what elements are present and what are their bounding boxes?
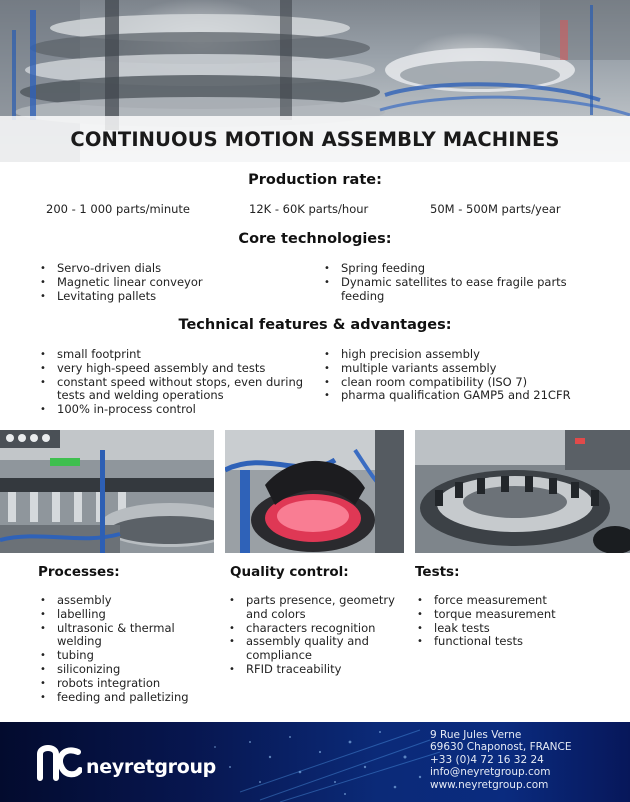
list-item: • labelling xyxy=(38,608,216,622)
list-item: • leak tests xyxy=(415,622,615,636)
list-item: • Servo-driven dials xyxy=(38,262,298,276)
list-item: • constant speed without stops, even during tests and welding operations xyxy=(38,376,306,404)
contact-website[interactable]: www.neyretgroup.com xyxy=(430,778,549,791)
neyret-logo-icon xyxy=(36,744,82,782)
list-item: • force measurement xyxy=(415,594,615,608)
processes-list xyxy=(38,594,216,704)
list-item: • high precision assembly xyxy=(322,348,612,362)
tests-heading: Tests: xyxy=(415,564,460,580)
list-item: • siliconizing xyxy=(38,663,216,677)
list-item: • Dynamic satellites to ease fragile parts feeding xyxy=(322,276,597,304)
quality-control-list xyxy=(227,594,395,677)
assembly-line-photo xyxy=(0,430,214,553)
list-item: • Levitating pallets xyxy=(38,290,298,304)
core-technologies-left-list xyxy=(38,262,298,303)
rate-per-hour: 12K - 60K parts/hour xyxy=(249,202,369,216)
list-item: • Magnetic linear conveyor xyxy=(38,276,298,290)
heating-station-photo xyxy=(225,430,404,553)
list-item: • Spring feeding xyxy=(322,262,597,276)
list-item: • clean room compatibility (ISO 7) xyxy=(322,376,612,390)
list-item: • multiple variants assembly xyxy=(322,362,612,376)
core-technologies-right-list xyxy=(322,262,597,303)
contact-email[interactable]: info@neyretgroup.com xyxy=(430,766,551,779)
rate-per-year: 50M - 500M parts/year xyxy=(430,202,561,216)
title-band xyxy=(0,116,630,162)
header-machine-photo xyxy=(0,0,630,162)
page-title: CONTINUOUS MOTION ASSEMBLY MACHINES xyxy=(70,127,560,151)
rate-per-minute: 200 - 1 000 parts/minute xyxy=(46,202,190,216)
contact-phone: +33 (0)4 72 16 32 24 xyxy=(430,753,544,766)
list-item: • torque measurement xyxy=(415,608,615,622)
technical-features-right-list xyxy=(322,348,612,403)
list-item: • RFID traceability xyxy=(227,663,395,677)
address-city: 69630 Chaponost, FRANCE xyxy=(430,741,572,754)
list-item: • parts presence, geometry and colors xyxy=(227,594,395,622)
core-technologies-heading: Core technologies: xyxy=(238,231,392,247)
list-item: • assembly quality and compliance xyxy=(227,635,395,663)
list-item: • characters recognition xyxy=(227,622,395,636)
company-address xyxy=(430,729,572,791)
quality-control-heading: Quality control: xyxy=(230,564,349,580)
list-item: • very high-speed assembly and tests xyxy=(38,362,306,376)
company-logo-text: neyretgroup xyxy=(86,756,216,778)
technical-features-heading: Technical features & advantages: xyxy=(178,317,452,333)
list-item: • tubing xyxy=(38,649,216,663)
list-item: • functional tests xyxy=(415,635,615,649)
list-item: • assembly xyxy=(38,594,216,608)
technical-features-left-list xyxy=(38,348,306,417)
processes-heading: Processes: xyxy=(38,564,120,580)
list-item: • 100% in-process control xyxy=(38,403,306,417)
tests-list xyxy=(415,594,615,649)
list-item: • pharma qualification GAMP5 and 21CFR xyxy=(322,389,612,403)
list-item: • ultrasonic & thermal welding xyxy=(38,622,216,650)
list-item: • small footprint xyxy=(38,348,306,362)
list-item: • robots integration xyxy=(38,677,216,691)
address-street: 9 Rue Jules Verne xyxy=(430,729,522,741)
list-item: • feeding and palletizing xyxy=(38,691,216,705)
rotary-dial-photo xyxy=(415,430,630,553)
production-rate-heading: Production rate: xyxy=(248,172,382,188)
